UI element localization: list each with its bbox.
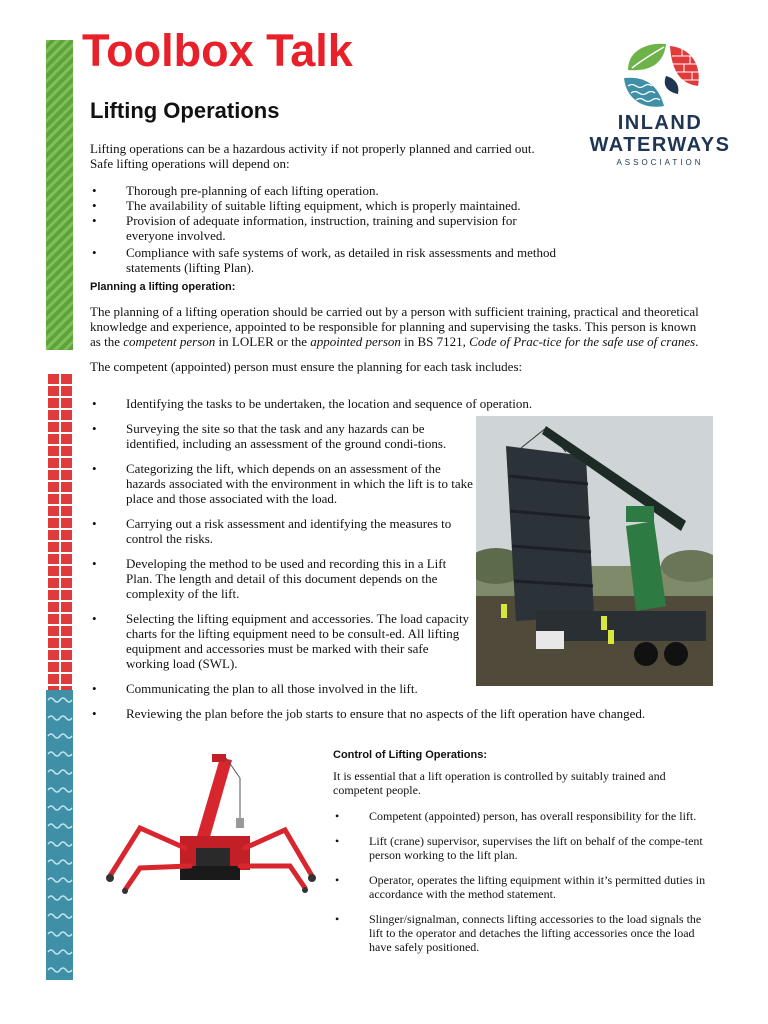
control-intro: It is essential that a lift operation is controlled by suitably trained and competent people. xyxy=(333,769,666,797)
list-item: • Surveying the site so that the task and any hazards can be identified, including an assessment of the ground condi-tions. xyxy=(90,421,475,451)
text-run-italic: Code of Prac-tice for the safe use of cranes xyxy=(469,334,696,349)
text-run: in LOLER or the xyxy=(215,334,311,349)
planning-bullet-list xyxy=(90,396,646,721)
water-stripe xyxy=(46,690,73,980)
list-item: • The availability of suitable lifting equipment, which is properly maintained. xyxy=(90,198,560,213)
logo-text-waterways: WATERWAYS xyxy=(589,134,731,156)
intro-paragraph: Lifting operations can be a hazardous activity if not properly planned and carried out. Safe lifting operations will depend on: xyxy=(90,141,535,171)
control-heading: Control of Lifting Operations: xyxy=(333,749,487,761)
text-run: The planning of a lifting operation should be carried out by a person with sufficient training, practical and theoretical knowledge and experience, appointed to be responsible for planning and supervising the tasks. This person is known as the xyxy=(90,304,699,349)
iwa-logo xyxy=(585,40,735,167)
page-title: Toolbox Talk xyxy=(82,25,353,76)
list-item: • Lift (crane) supervisor, supervises the lift on behalf of the compe-tent person working to the lift plan. xyxy=(333,834,708,862)
brick-stripe xyxy=(46,372,73,690)
planning-paragraph-2: The competent (appointed) person must ensure the planning for each task includes: xyxy=(90,359,523,374)
intro-section xyxy=(90,141,560,275)
list-item: • Carrying out a risk assessment and identifying the measures to control the risks. xyxy=(90,516,475,546)
iwa-logo-mark-icon xyxy=(610,40,710,112)
grass-stripe xyxy=(46,40,73,350)
list-item: • Provision of adequate information, instruction, training and supervision for everyone involved. xyxy=(90,213,560,243)
logo-text-association: ASSOCIATION xyxy=(616,158,704,167)
list-item: • Identifying the tasks to be undertaken, the location and sequence of operation. xyxy=(90,396,726,411)
text-run-italic: appointed person xyxy=(310,334,401,349)
text-run: . xyxy=(695,334,699,349)
list-item: • Compliance with safe systems of work, as detailed in risk assessments and method statements (lifting Plan). xyxy=(90,245,560,275)
lock-gate-lift-photo xyxy=(476,416,713,686)
list-item: • Communicating the plan to all those involved in the lift. xyxy=(90,681,475,696)
spider-crane-photo xyxy=(100,748,322,894)
list-item: • Competent (appointed) person, has overall responsibility for the lift. xyxy=(333,809,708,823)
list-item: • Thorough pre-planning of each lifting operation. xyxy=(90,183,560,198)
control-section xyxy=(333,748,708,954)
planning-paragraph xyxy=(90,304,705,349)
text-run: in BS 7121, xyxy=(400,334,470,349)
logo-text-inland: INLAND xyxy=(617,112,703,134)
control-bullet-list xyxy=(333,809,708,954)
list-item: • Developing the method to be used and recording this in a Lift Plan. The length and detail of this document depends on the complexity of the lift. xyxy=(90,556,475,601)
intro-bullet-list xyxy=(90,183,560,275)
planning-heading: Planning a lifting operation: xyxy=(90,281,236,293)
list-item: • Slinger/signalman, connects lifting accessories to the load signals the lift to the operator and detaches the lifting accessories once the load have safely positioned. xyxy=(333,912,708,954)
stripe-gap xyxy=(46,350,73,372)
list-item: • Reviewing the plan before the job starts to ensure that no aspects of the lift operation have changed. xyxy=(90,706,741,721)
list-item: • Categorizing the lift, which depends on an assessment of the hazards associated with the environment in which the lift is to take place and those associated with the load. xyxy=(90,461,475,506)
planning-section xyxy=(90,280,705,374)
list-item: • Operator, operates the lifting equipment within it’s permitted duties in accordance with the method statement. xyxy=(333,873,708,901)
list-item: • Selecting the lifting equipment and accessories. The load capacity charts for the lifting equipment need to be consult-ed. All lifting equipment and accessories must be marked with their safe working load (SWL). xyxy=(90,611,475,671)
text-run-italic: competent person xyxy=(123,334,216,349)
page-subtitle: Lifting Operations xyxy=(90,98,280,123)
